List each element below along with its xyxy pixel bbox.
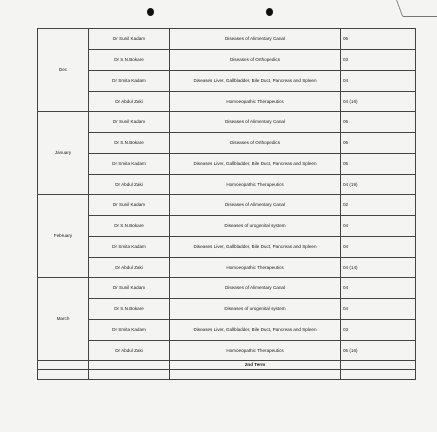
term-row <box>38 361 416 370</box>
table-row <box>38 299 416 320</box>
lectures-cell: 04 (16) <box>341 92 416 112</box>
topic-cell: Diseases Liver, Gallbladder, Bile Duct, Pancreas and Spleen <box>170 71 341 92</box>
teacher-cell: Dr Abdul Zaki <box>89 341 170 361</box>
lectures-cell: 03 <box>341 320 416 341</box>
table-row <box>38 50 416 71</box>
topic-cell: Diseases of Orthopedics <box>170 133 341 154</box>
topic-cell: Diseases Liver, Gallbladder, Bile Duct, Pancreas and Spleen <box>170 320 341 341</box>
empty-cell <box>38 361 89 370</box>
empty-cell <box>89 370 170 380</box>
month-cell: January <box>38 112 89 195</box>
table-row <box>38 258 416 278</box>
lectures-cell: 04 <box>341 237 416 258</box>
teaching-schedule-table <box>37 28 416 380</box>
teacher-cell: Dr Sunil Kadam <box>89 29 170 50</box>
empty-cell <box>341 370 416 380</box>
lectures-cell: 05 <box>341 112 416 133</box>
teacher-cell: Dr Abdul Zaki <box>89 258 170 278</box>
page-corner <box>396 0 437 17</box>
empty-cell <box>38 370 89 380</box>
table-row <box>38 175 416 195</box>
teacher-cell: Dr S.N.Bokare <box>89 216 170 237</box>
empty-cell <box>170 370 341 380</box>
lectures-cell: 04 <box>341 71 416 92</box>
month-cell: March <box>38 278 89 361</box>
binder-hole-right <box>266 8 273 16</box>
lectures-cell: 04 <box>341 216 416 237</box>
month-cell: February <box>38 195 89 278</box>
table-row <box>38 154 416 175</box>
table-row <box>38 278 416 299</box>
empty-cell <box>341 361 416 370</box>
teacher-cell: Dr Sunil Kadam <box>89 195 170 216</box>
teacher-cell: Dr Abdul Zaki <box>89 92 170 112</box>
topic-cell: Homoeopathic Therapeutics <box>170 92 341 112</box>
table-row <box>38 71 416 92</box>
month-cell: Dec <box>38 29 89 112</box>
topic-cell: Diseases of Alimentary Canal <box>170 195 341 216</box>
topic-cell: Homoeopathic Therapeutics <box>170 341 341 361</box>
teacher-cell: Dr Smita Kadam <box>89 154 170 175</box>
topic-cell: Homoeopathic Therapeutics <box>170 258 341 278</box>
topic-cell: Diseases Liver, Gallbladder, Bile Duct, Pancreas and Spleen <box>170 237 341 258</box>
topic-cell: Diseases of Alimentary Canal <box>170 112 341 133</box>
lectures-cell: 04 <box>341 299 416 320</box>
topic-cell: Diseases of urogenital system <box>170 299 341 320</box>
empty-cell <box>89 361 170 370</box>
topic-cell: Diseases of urogenital system <box>170 216 341 237</box>
teacher-cell: Dr S.N.Bokare <box>89 299 170 320</box>
table-row <box>38 341 416 361</box>
term-label: 2nd Term <box>170 361 341 370</box>
topic-cell: Homoeopathic Therapeutics <box>170 175 341 195</box>
lectures-cell: 05 <box>341 29 416 50</box>
table-row <box>38 320 416 341</box>
lectures-cell: 03 <box>341 50 416 71</box>
lectures-cell: 02 <box>341 195 416 216</box>
lectures-cell: 04 (14) <box>341 258 416 278</box>
topic-cell: Diseases Liver, Gallbladder, Bile Duct, Pancreas and Spleen <box>170 154 341 175</box>
topic-cell: Diseases of Orthopedics <box>170 50 341 71</box>
teacher-cell: Dr Smita Kadam <box>89 237 170 258</box>
teacher-cell: Dr S.N.Bokare <box>89 50 170 71</box>
teacher-cell: Dr Sunil Kadam <box>89 112 170 133</box>
table-row <box>38 216 416 237</box>
binder-hole-left <box>147 8 154 16</box>
table-row <box>38 237 416 258</box>
table-row <box>38 92 416 112</box>
lectures-cell: 05 <box>341 133 416 154</box>
lectures-cell: 05 <box>341 154 416 175</box>
teacher-cell: Dr Smita Kadam <box>89 71 170 92</box>
table-row <box>38 195 416 216</box>
teacher-cell: Dr S.N.Bokare <box>89 133 170 154</box>
teacher-cell: Dr Sunil Kadam <box>89 278 170 299</box>
table-row <box>38 112 416 133</box>
blank-row <box>38 370 416 380</box>
table-row <box>38 133 416 154</box>
table-row <box>38 29 416 50</box>
teacher-cell: Dr Abdul Zaki <box>89 175 170 195</box>
lectures-cell: 05 (16) <box>341 341 416 361</box>
lectures-cell: 04 (19) <box>341 175 416 195</box>
lectures-cell: 04 <box>341 278 416 299</box>
topic-cell: Diseases of Alimentary Canal <box>170 29 341 50</box>
topic-cell: Diseases of Alimentary Canal <box>170 278 341 299</box>
teacher-cell: Dr Smita Kadam <box>89 320 170 341</box>
